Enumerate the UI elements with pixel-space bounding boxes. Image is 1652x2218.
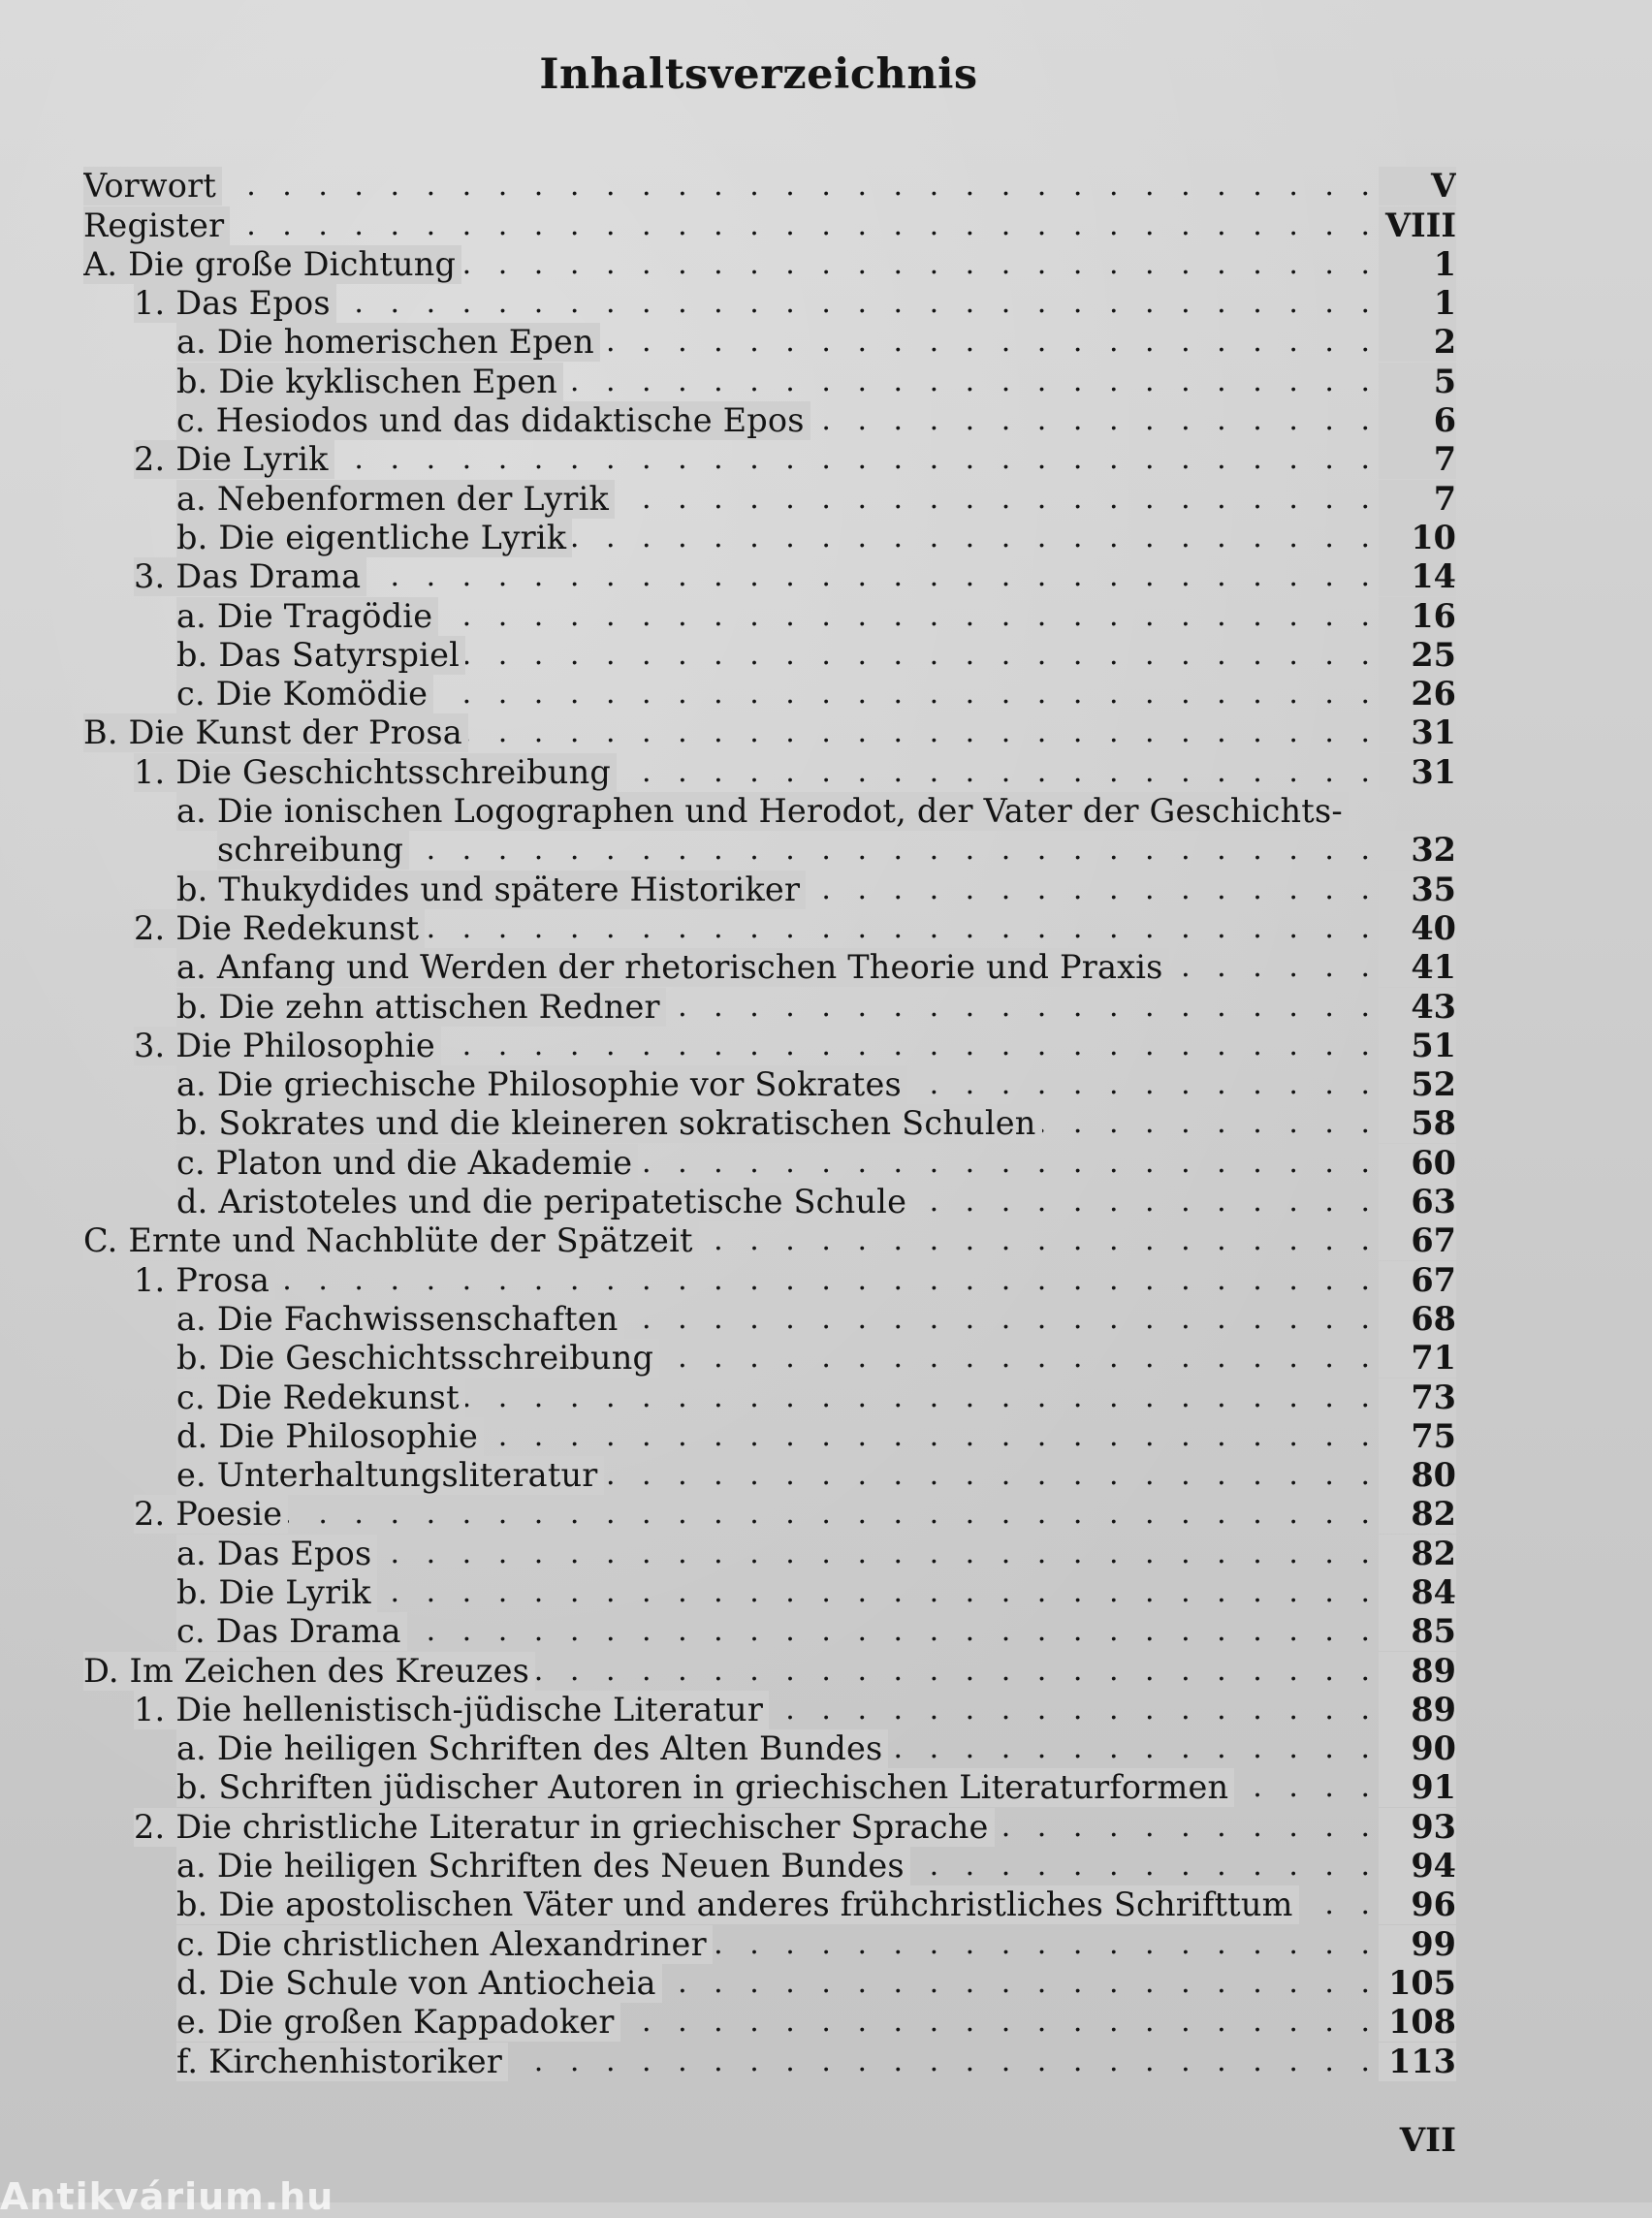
toc-entry [83,1143,1456,1182]
toc-entry-label: 2. Poesie [134,1495,288,1534]
toc-entry [83,1691,1456,1729]
toc-entry-page: 89 [1379,1652,1456,1691]
toc-entry-label: Vorwort [83,167,222,206]
dot-leader [624,1300,1379,1339]
toc-entry [83,1807,1456,1846]
dot-leader [230,206,1379,245]
toc-entry-label: e. Unterhaltungsliteratur [176,1456,604,1495]
dot-leader [810,401,1379,440]
toc-entry [83,1104,1456,1143]
dot-leader [1042,1104,1379,1143]
toc-entry-label: b. Das Satyrspiel [176,636,465,675]
toc-entry [83,1339,1456,1378]
toc-entry [83,1378,1456,1416]
toc-entry-page: 108 [1379,2003,1456,2042]
toc-entry-label: b. Die kyklischen Epen [176,363,563,401]
toc-entry [83,1651,1456,1690]
dot-leader [407,1612,1379,1651]
dot-leader [713,1925,1379,1964]
toc-entry-page: 60 [1379,1144,1456,1183]
toc-entry-page: 82 [1379,1535,1456,1573]
toc-entry-page: 94 [1379,1847,1456,1885]
dot-leader [288,1495,1379,1534]
toc-entry [83,596,1456,635]
dot-leader [433,675,1379,713]
toc-entry-page: 7 [1379,480,1456,519]
toc-entry-label: b. Thukydides und spätere Historiker [176,871,806,909]
toc-entry-label: d. Die Philosophie [176,1417,484,1456]
dot-leader [600,323,1379,362]
dot-leader [888,1729,1379,1768]
toc-entry [83,1924,1456,1963]
toc-entry [83,1495,1456,1534]
dot-leader [336,284,1379,323]
toc-entry-label: 2. Die Redekunst [134,909,425,948]
toc-entry-page: 82 [1379,1495,1456,1534]
toc-entry-page: 71 [1379,1339,1456,1378]
dot-leader [563,363,1379,401]
toc-entry-page: 99 [1379,1925,1456,1964]
toc-entry [83,1065,1456,1104]
dot-leader [659,1339,1379,1378]
toc-entry-page: 51 [1379,1027,1456,1065]
toc-entry-label: 1. Die hellenistisch-jüdische Literatur [134,1691,769,1729]
toc-entry-page: 1 [1379,284,1456,323]
toc-entry [83,1885,1456,1924]
toc-entry-page: 52 [1379,1065,1456,1104]
toc-entry-page: 96 [1379,1885,1456,1924]
dot-leader [441,1027,1379,1065]
toc-entry-label: 2. Die Lyrik [134,440,334,479]
page-number: VII [1399,2121,1456,2160]
toc-entry-label: a. Anfang und Werden der rhetorischen Theorie und Praxis [176,948,1169,987]
toc-entry-page: 63 [1379,1183,1456,1221]
dot-leader [666,988,1379,1027]
toc-entry-label: c. Die christlichen Alexandriner [176,1925,713,1964]
toc-entry-page: 89 [1379,1691,1456,1729]
toc-entry-page: 80 [1379,1456,1456,1495]
toc-entry-label: d. Aristoteles und die peripatetische Schule [176,1183,912,1221]
toc-entry-label: Register [83,206,230,245]
toc-entry-label: b. Die apostolischen Väter und anderes frühchristliches Schrifttum [176,1885,1299,1924]
toc-entry-page: 67 [1379,1221,1456,1260]
toc-entry-page: 7 [1379,440,1456,479]
toc-entry-label: a. Nebenformen der Lyrik [176,480,615,519]
page-title: Inhaltsverzeichnis [539,50,978,99]
toc-entry-page: 6 [1379,401,1456,440]
toc-entry-label: b. Die Lyrik [176,1573,377,1612]
dot-leader [484,1417,1379,1456]
toc-entry-page: 93 [1379,1808,1456,1847]
dot-leader [1169,948,1379,987]
dot-leader [620,2003,1379,2042]
toc-entry-label: e. Die großen Kappadoker [176,2003,620,2042]
dot-leader [468,713,1379,752]
toc-entry-label: c. Die Komödie [176,675,433,713]
dot-leader [377,1573,1379,1612]
toc-entry-page: 67 [1379,1261,1456,1300]
toc-entry-label: 2. Die christliche Literatur in griechischer Sprache [134,1808,995,1847]
toc-entry [83,1417,1456,1456]
toc-entry-label: D. Im Zeichen des Kreuzes [83,1652,535,1691]
toc-entry [83,519,1456,557]
toc-entry [83,1221,1456,1260]
toc-entry-label: 1. Die Geschichtsschreibung [134,753,617,792]
dot-leader [907,1065,1379,1104]
toc-entry [83,1847,1456,1885]
dot-leader [1234,1768,1379,1807]
dot-leader [769,1691,1379,1729]
toc-entry-page: 31 [1379,713,1456,752]
dot-leader [461,245,1379,284]
toc-entry [83,1260,1456,1299]
toc-entry-label: a. Die Tragödie [176,597,438,636]
toc-entry [83,245,1456,284]
toc-entry [83,206,1456,244]
dot-leader [425,909,1379,948]
toc-entry-label: B. Die Kunst der Prosa [83,713,468,752]
dot-leader [465,1378,1379,1417]
toc-entry-page: 90 [1379,1729,1456,1768]
toc-entry [83,2003,1456,2042]
dot-leader [617,753,1379,792]
dot-leader [615,480,1379,519]
toc-entry-label: 3. Die Philosophie [134,1027,441,1065]
toc-entry-page: 1 [1379,245,1456,284]
toc-entry-page: 25 [1379,636,1456,675]
toc-entry-page: 43 [1379,988,1456,1027]
dot-leader [662,1964,1379,2003]
toc-entry [83,792,1456,831]
toc-entry-label: 3. Das Drama [134,557,366,596]
dot-leader [334,440,1379,479]
toc-entry-page: 32 [1379,831,1456,870]
toc-entry [83,1183,1456,1221]
toc-entry-label: f. Kirchenhistoriker [176,2043,508,2081]
dot-leader [806,871,1379,909]
toc-entry-label: b. Sokrates und die kleineren sokratischen Schulen [176,1104,1042,1143]
toc-entry-label: b. Die zehn attischen Redner [176,988,666,1027]
toc-entry-label: c. Platon und die Akademie [176,1144,638,1183]
toc-entry [83,323,1456,362]
toc-entry-page: V [1379,167,1456,206]
toc-entry-page: 41 [1379,948,1456,987]
dot-leader [465,636,1379,675]
toc-entry [83,479,1456,518]
toc-entry-label: 1. Das Epos [134,284,336,323]
toc-entry-label: A. Die große Dichtung [83,245,461,284]
toc-entry [83,675,1456,713]
toc-entry-page: 73 [1379,1378,1456,1417]
toc-entry-page: 40 [1379,909,1456,948]
toc-entry-label: b. Die eigentliche Lyrik [176,519,572,557]
toc-entry-label: schreibung [217,831,409,870]
toc-entry [83,1573,1456,1612]
toc-entry [83,870,1456,908]
dot-leader [409,831,1379,870]
dot-leader [222,167,1379,206]
toc-entry-page: 2 [1379,323,1456,362]
toc-entry-label: c. Die Redekunst [176,1378,465,1417]
watermark: Antikvárium.hu [0,2175,334,2218]
toc-entry [83,167,1456,206]
toc-entry-page: 75 [1379,1417,1456,1456]
toc-entry-page: 5 [1379,363,1456,401]
dot-leader [508,2043,1379,2081]
dot-leader [1349,792,1379,831]
toc-entry-page: 105 [1379,1964,1456,2003]
toc-entry-label: b. Die Geschichtsschreibung [176,1339,659,1378]
toc-entry-page: 26 [1379,675,1456,713]
toc-entry-page: 68 [1379,1300,1456,1339]
toc-entry [83,557,1456,596]
toc-entry-label: 1. Prosa [134,1261,275,1300]
toc-entry-page: 10 [1379,519,1456,557]
toc-entry-page: 16 [1379,597,1456,636]
toc-entry-label: a. Die ionischen Logographen und Herodot, der Vater der Geschichts- [176,792,1349,831]
toc-entry [83,987,1456,1026]
toc-entry [83,440,1456,479]
toc-entry-label: a. Die griechische Philosophie vor Sokrates [176,1065,907,1104]
toc-entry-page: 113 [1379,2043,1456,2081]
dot-leader [535,1652,1379,1691]
toc-entry-label: C. Ernte und Nachblüte der Spätzeit [83,1221,699,1260]
toc-entry [83,1534,1456,1572]
toc-entry-label: d. Die Schule von Antiocheia [176,1964,662,2003]
toc-entry [83,948,1456,987]
dot-leader [912,1183,1379,1221]
toc-entry-page: 35 [1379,871,1456,909]
toc-entry [83,1027,1456,1065]
toc-entry [83,636,1456,675]
toc-entry [83,1964,1456,2003]
toc-entry-page: 14 [1379,557,1456,596]
dot-leader [995,1808,1380,1847]
dot-leader [275,1261,1379,1300]
toc-entry-page: 84 [1379,1573,1456,1612]
toc-entry [83,831,1456,870]
toc-entry [83,752,1456,791]
toc-entry [83,2042,1456,2080]
dot-leader [699,1221,1379,1260]
toc-entry-page: 85 [1379,1612,1456,1651]
toc-entry-label: c. Das Drama [176,1612,407,1651]
toc-entry [83,401,1456,440]
table-of-contents [83,167,1456,2081]
toc-entry-label: a. Das Epos [176,1535,377,1573]
dot-leader [638,1144,1379,1183]
toc-entry [83,284,1456,323]
dot-leader [377,1535,1379,1573]
toc-entry-label: b. Schriften jüdischer Autoren in griechischen Literaturformen [176,1768,1234,1807]
toc-entry-page: 91 [1379,1768,1456,1807]
toc-entry-label: a. Die Fachwissenschaften [176,1300,624,1339]
toc-entry [83,1768,1456,1807]
dot-leader [1299,1885,1379,1924]
toc-entry-page: VIII [1379,206,1456,245]
dot-leader [910,1847,1379,1885]
toc-entry-label: a. Die homerischen Epen [176,323,600,362]
toc-entry-label: a. Die heiligen Schriften des Neuen Bundes [176,1847,910,1885]
toc-entry-label: a. Die heiligen Schriften des Alten Bundes [176,1729,888,1768]
toc-entry [83,713,1456,752]
dot-leader [438,597,1379,636]
toc-entry-page: 31 [1379,753,1456,792]
toc-entry [83,1300,1456,1339]
dot-leader [366,557,1379,596]
dot-leader [604,1456,1380,1495]
dot-leader [572,519,1379,557]
toc-entry [83,1729,1456,1768]
toc-entry-label: c. Hesiodos und das didaktische Epos [176,401,810,440]
toc-entry [83,362,1456,400]
toc-entry-page: 58 [1379,1104,1456,1143]
toc-entry [83,1612,1456,1651]
toc-entry [83,1456,1456,1495]
toc-entry [83,909,1456,948]
